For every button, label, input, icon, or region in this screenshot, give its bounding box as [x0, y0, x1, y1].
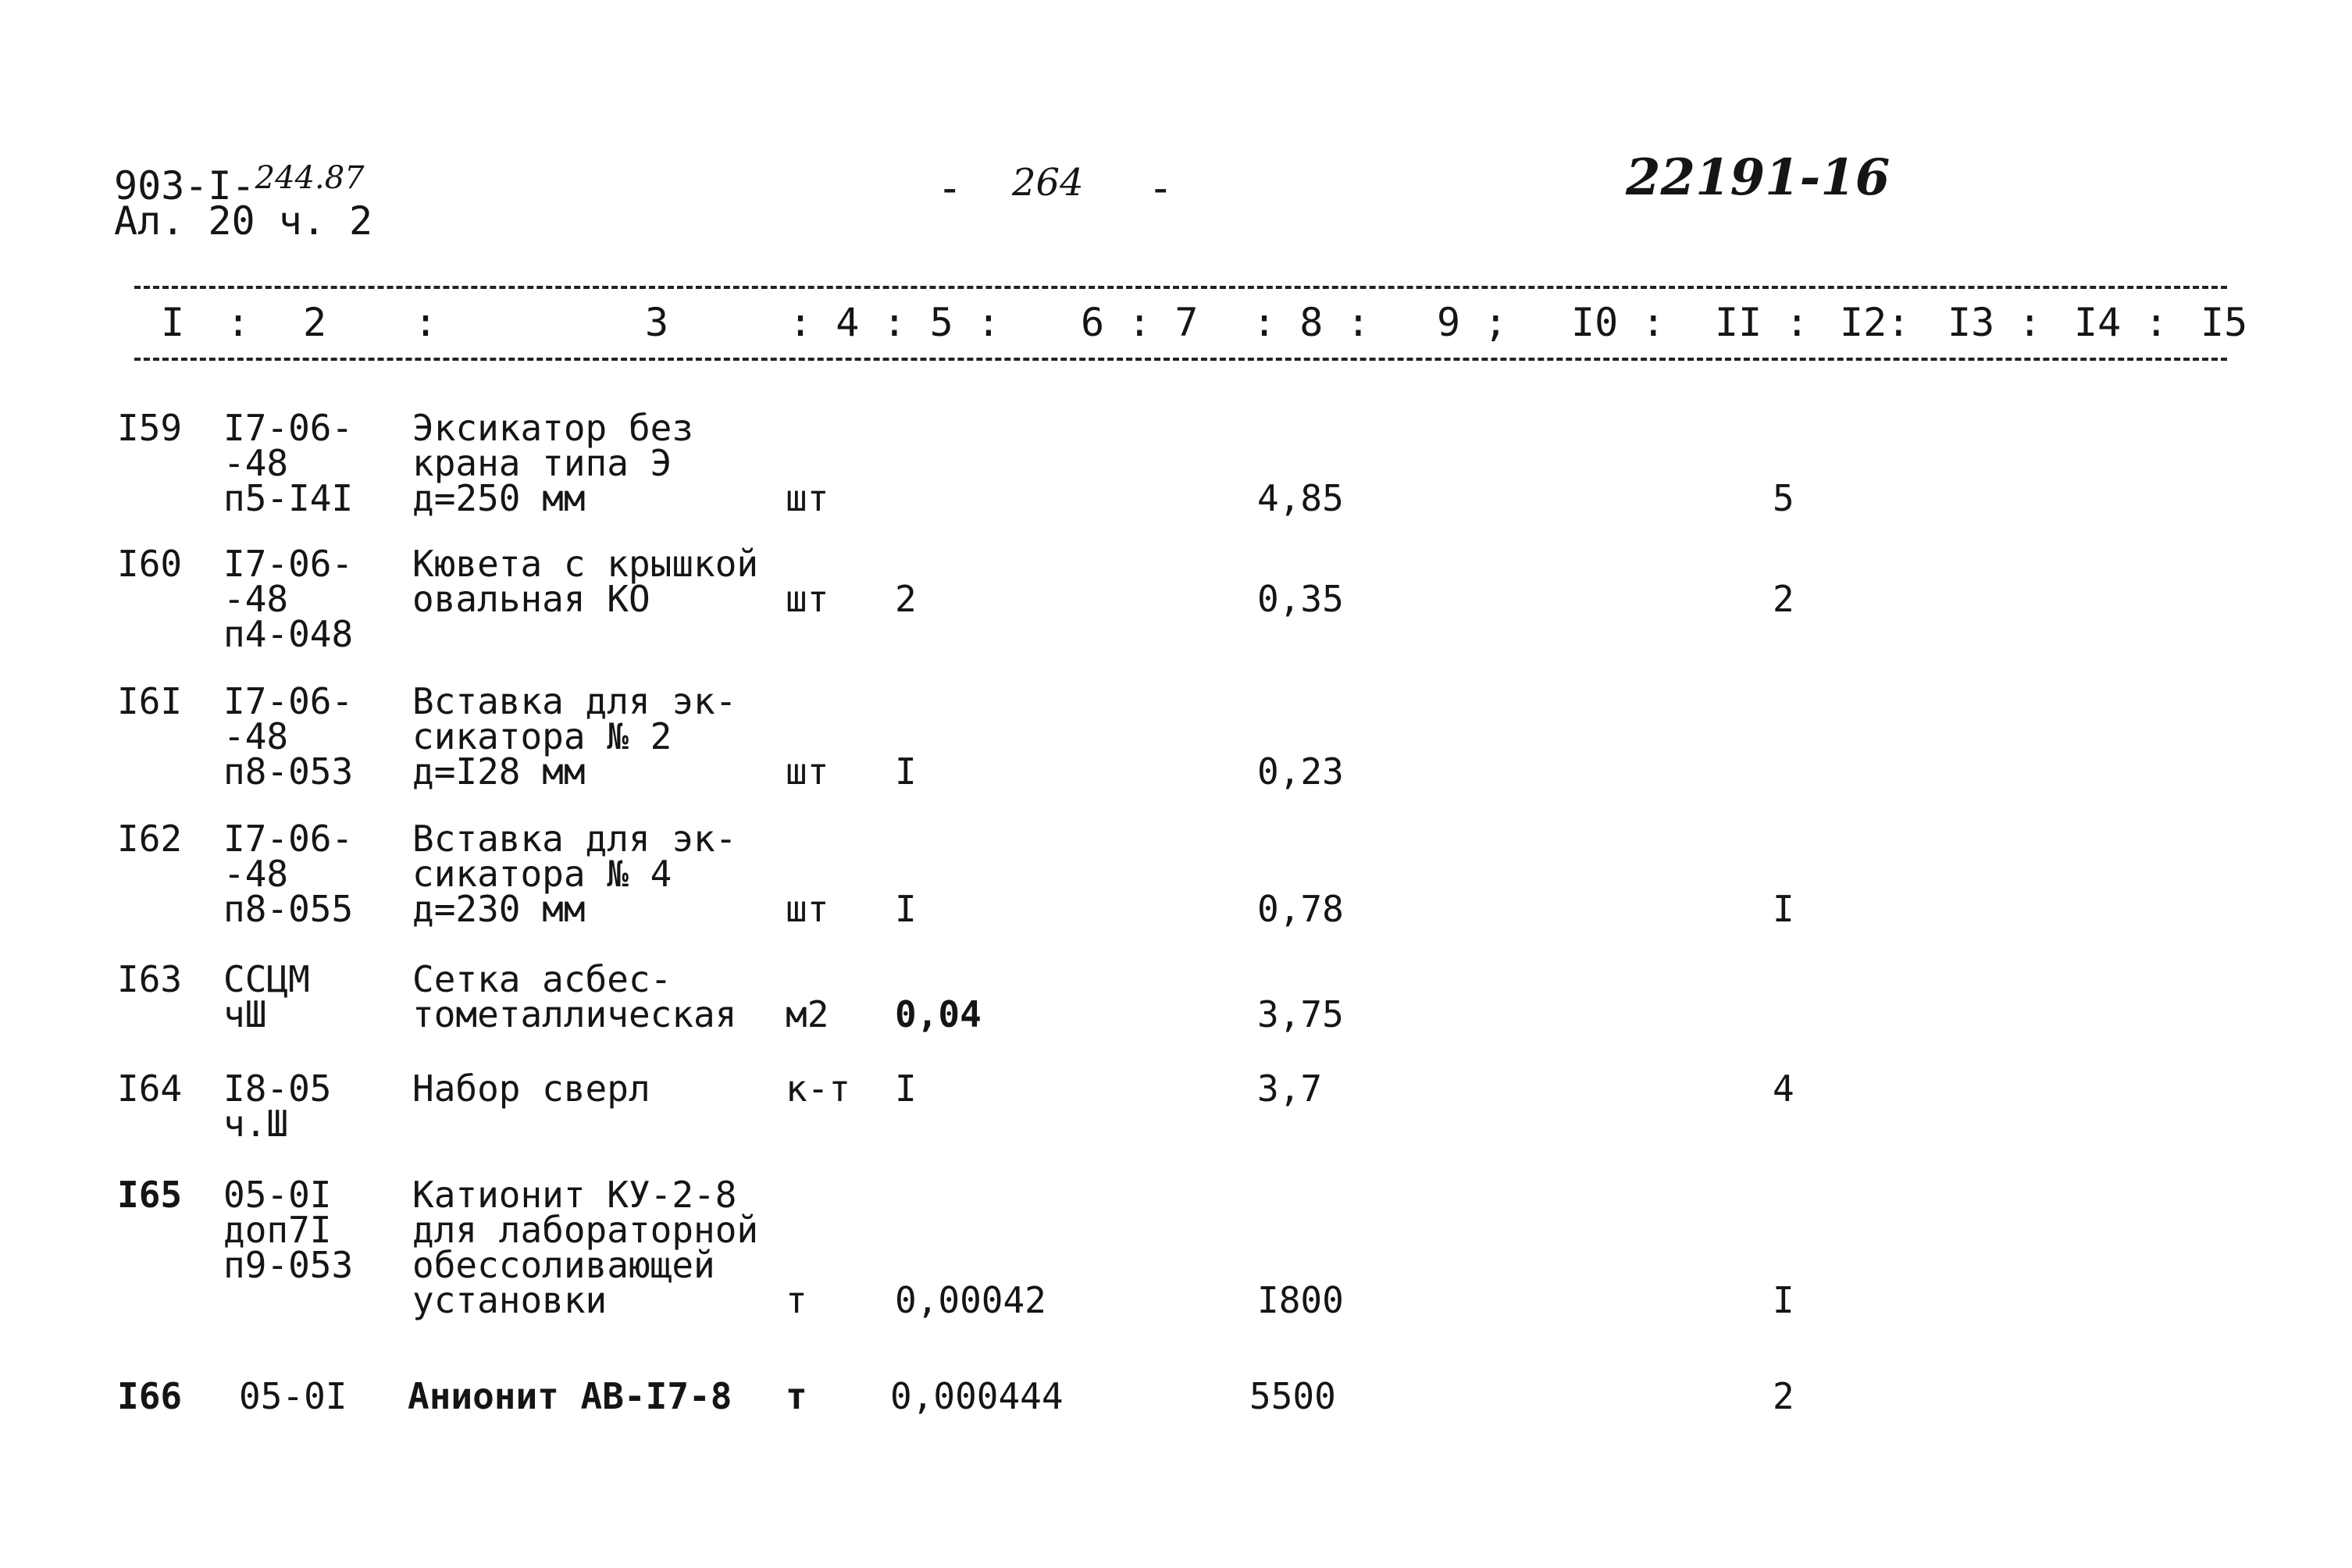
header-col-3: 3 — [645, 300, 669, 345]
row-number: I62 — [117, 818, 183, 860]
row-number: I59 — [117, 407, 183, 449]
header-col-13: I3 : — [1948, 300, 2042, 345]
row-number: I6I — [117, 680, 183, 722]
row-code: I7-06- -48 п8-055 — [223, 818, 354, 930]
row-number: I60 — [117, 543, 183, 585]
doc-code-printed: 903-I- — [114, 163, 255, 208]
row-number: I66 — [117, 1375, 183, 1417]
row-number: I64 — [117, 1067, 183, 1110]
dash-right: - — [1148, 163, 1174, 212]
album-part: Ал. 20 ч. 2 — [114, 198, 373, 244]
row-col11: 2 — [1773, 578, 1794, 620]
row-name: Вставка для эк- сикатора № 4 д=230 мм — [412, 818, 737, 930]
row-col5: 0,00042 — [895, 1279, 1046, 1321]
row-name: Набор сверл — [412, 1067, 650, 1110]
header-col-8: : 8 : — [1253, 300, 1370, 345]
row-code: I7-06- -48 п4-048 — [223, 543, 354, 655]
row-name: Кювета с крышкой овальная КО — [412, 543, 759, 620]
row-col5: 0,000444 — [890, 1375, 1064, 1417]
row-number: I63 — [117, 958, 183, 1000]
header-col-9: 9 ; — [1437, 300, 1508, 345]
row-col5: I — [895, 888, 917, 930]
header-col-15: I5 — [2201, 300, 2248, 345]
row-col8: 3,75 — [1257, 993, 1344, 1035]
row-col8: 0,78 — [1257, 888, 1344, 930]
row-code: I7-06- -48 п5-I4I — [223, 407, 354, 519]
row-name: Анионит АВ-I7-8 — [408, 1375, 732, 1417]
header-bottom-rule — [134, 358, 2227, 361]
row-col5: I — [895, 750, 917, 793]
row-col5: I — [895, 1067, 917, 1110]
row-col8: 5500 — [1249, 1375, 1336, 1417]
row-unit: м2 — [786, 993, 829, 1035]
header-col-10: I0 : — [1571, 300, 1666, 345]
row-col11: 2 — [1773, 1375, 1794, 1417]
row-col11: I — [1773, 888, 1794, 930]
row-code: 05-0I доп7I п9-053 — [223, 1174, 354, 1286]
page-number: 264 — [1012, 161, 1084, 205]
header-col-12: I2: — [1840, 300, 1911, 345]
row-col11: 4 — [1773, 1067, 1794, 1110]
row-col8: 3,7 — [1257, 1067, 1323, 1110]
header-sep-2: : — [414, 300, 438, 345]
header-col-6-7: 6 : 7 — [1081, 300, 1199, 345]
row-unit: т — [786, 1375, 807, 1417]
header-sep-1: : — [226, 300, 251, 345]
header-top-rule — [134, 286, 2227, 289]
dash-left: - — [937, 163, 963, 212]
header-col-2: 2 — [303, 300, 327, 345]
row-col8: 0,23 — [1257, 750, 1344, 793]
row-name: Вставка для эк- сикатора № 2 д=I28 мм — [412, 680, 737, 793]
row-name: Катионит КУ-2-8 для лабораторной обессоливающей установки — [412, 1174, 759, 1321]
row-col11: 5 — [1773, 477, 1794, 519]
row-code: I8-05 ч.Ш — [223, 1067, 332, 1145]
header-col-4-5: : 4 : 5 : — [789, 300, 1000, 345]
header-col-14: I4 : — [2074, 300, 2168, 345]
row-unit: шт — [786, 578, 829, 620]
row-col5: 2 — [895, 578, 917, 620]
row-col11: I — [1773, 1279, 1794, 1321]
header-col-11: II : — [1715, 300, 1809, 345]
row-unit: шт — [786, 477, 829, 519]
row-name: Эксикатор без крана типа Э д=250 мм — [412, 407, 694, 519]
row-code: 05-0I — [239, 1375, 347, 1417]
header-col-1: I — [161, 300, 185, 345]
row-unit: шт — [786, 888, 829, 930]
row-code: I7-06- -48 п8-053 — [223, 680, 354, 793]
stamp-number: 22191-16 — [1626, 148, 1891, 207]
doc-code-handwritten: 244.87 — [255, 160, 365, 196]
row-unit: т — [786, 1279, 807, 1321]
row-col8: 4,85 — [1257, 477, 1344, 519]
row-unit: к-т — [786, 1067, 851, 1110]
row-number: I65 — [117, 1174, 183, 1216]
row-col5: 0,04 — [895, 993, 982, 1035]
row-name: Сетка асбес- тометаллическая — [412, 958, 737, 1035]
row-col8: 0,35 — [1257, 578, 1344, 620]
row-col8: I800 — [1257, 1279, 1344, 1321]
row-code: ССЦМ чШ — [223, 958, 310, 1035]
row-unit: шт — [786, 750, 829, 793]
